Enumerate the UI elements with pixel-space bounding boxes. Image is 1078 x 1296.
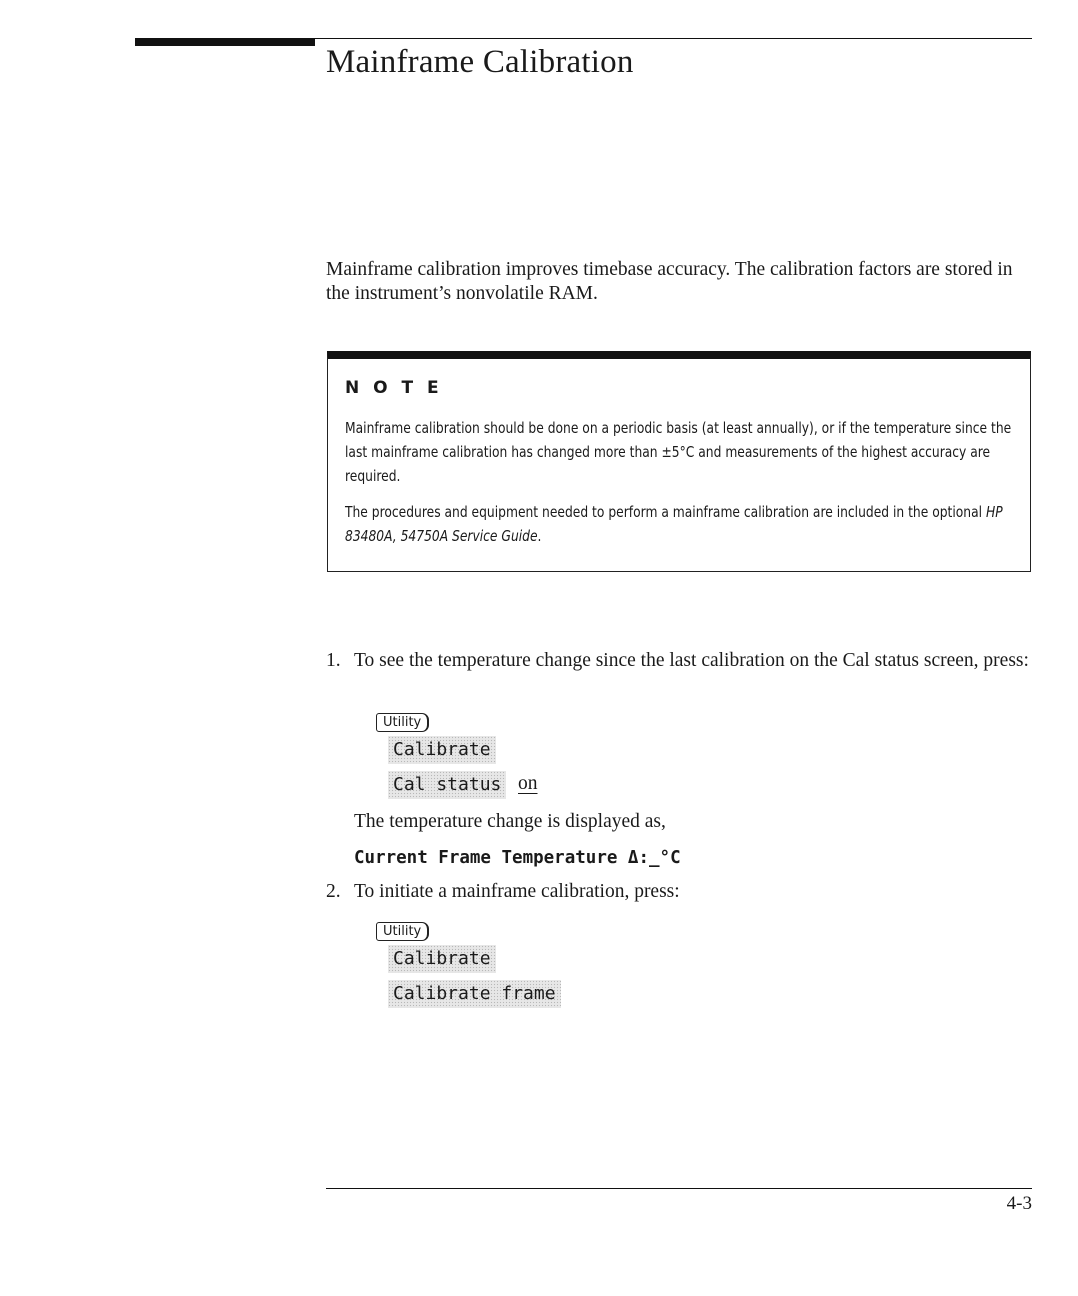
step-number: 1. [326,650,341,671]
page-title: Mainframe Calibration [326,44,634,80]
temperature-change-text: The temperature change is displayed as, [354,811,666,832]
step-text: To see the temperature change since the last calibration on the Cal status screen, press: [354,650,1029,671]
calibrate-frame-softkey[interactable]: Calibrate frame [388,980,561,1008]
temperature-readout: Current Frame Temperature Δ:_°C [354,848,681,868]
note-box [327,351,1031,572]
utility-hardkey[interactable]: Utility [376,713,429,732]
step-number: 2. [326,881,341,902]
cal-status-softkey[interactable]: Cal status [388,771,506,799]
note-heading: N O T E [345,378,443,398]
footer-rule [326,1188,1032,1189]
cal-status-on-option: on [518,773,538,794]
intro-paragraph: Mainframe calibration improves timebase accuracy. The calibration factors are stored in the instrument’s nonvolatile RAM. [326,259,1013,304]
utility-hardkey[interactable]: Utility [376,922,429,941]
service-guide-title: HP 83480A, 54750A Service Guide [345,503,1003,545]
note-paragraph-2 [345,500,1021,548]
header-thick-rule [135,38,315,46]
page-number: 4-3 [1006,1193,1032,1214]
note-paragraph-2-suffix: . [537,527,542,545]
note-paragraph-1: Mainframe calibration should be done on a periodic basis (at least annually), or if the temperature since the last mainframe calibration has changed more than ±5°C and measurements of the highest accuracy are required. [345,419,1012,485]
calibrate-softkey[interactable]: Calibrate [388,736,496,764]
note-paragraph-2-prefix: The procedures and equipment needed to perform a mainframe calibration are included in the optional [345,503,986,521]
calibrate-softkey[interactable]: Calibrate [388,945,496,973]
step-text: To initiate a mainframe calibration, press: [354,881,680,902]
header-thin-rule [315,38,1032,39]
